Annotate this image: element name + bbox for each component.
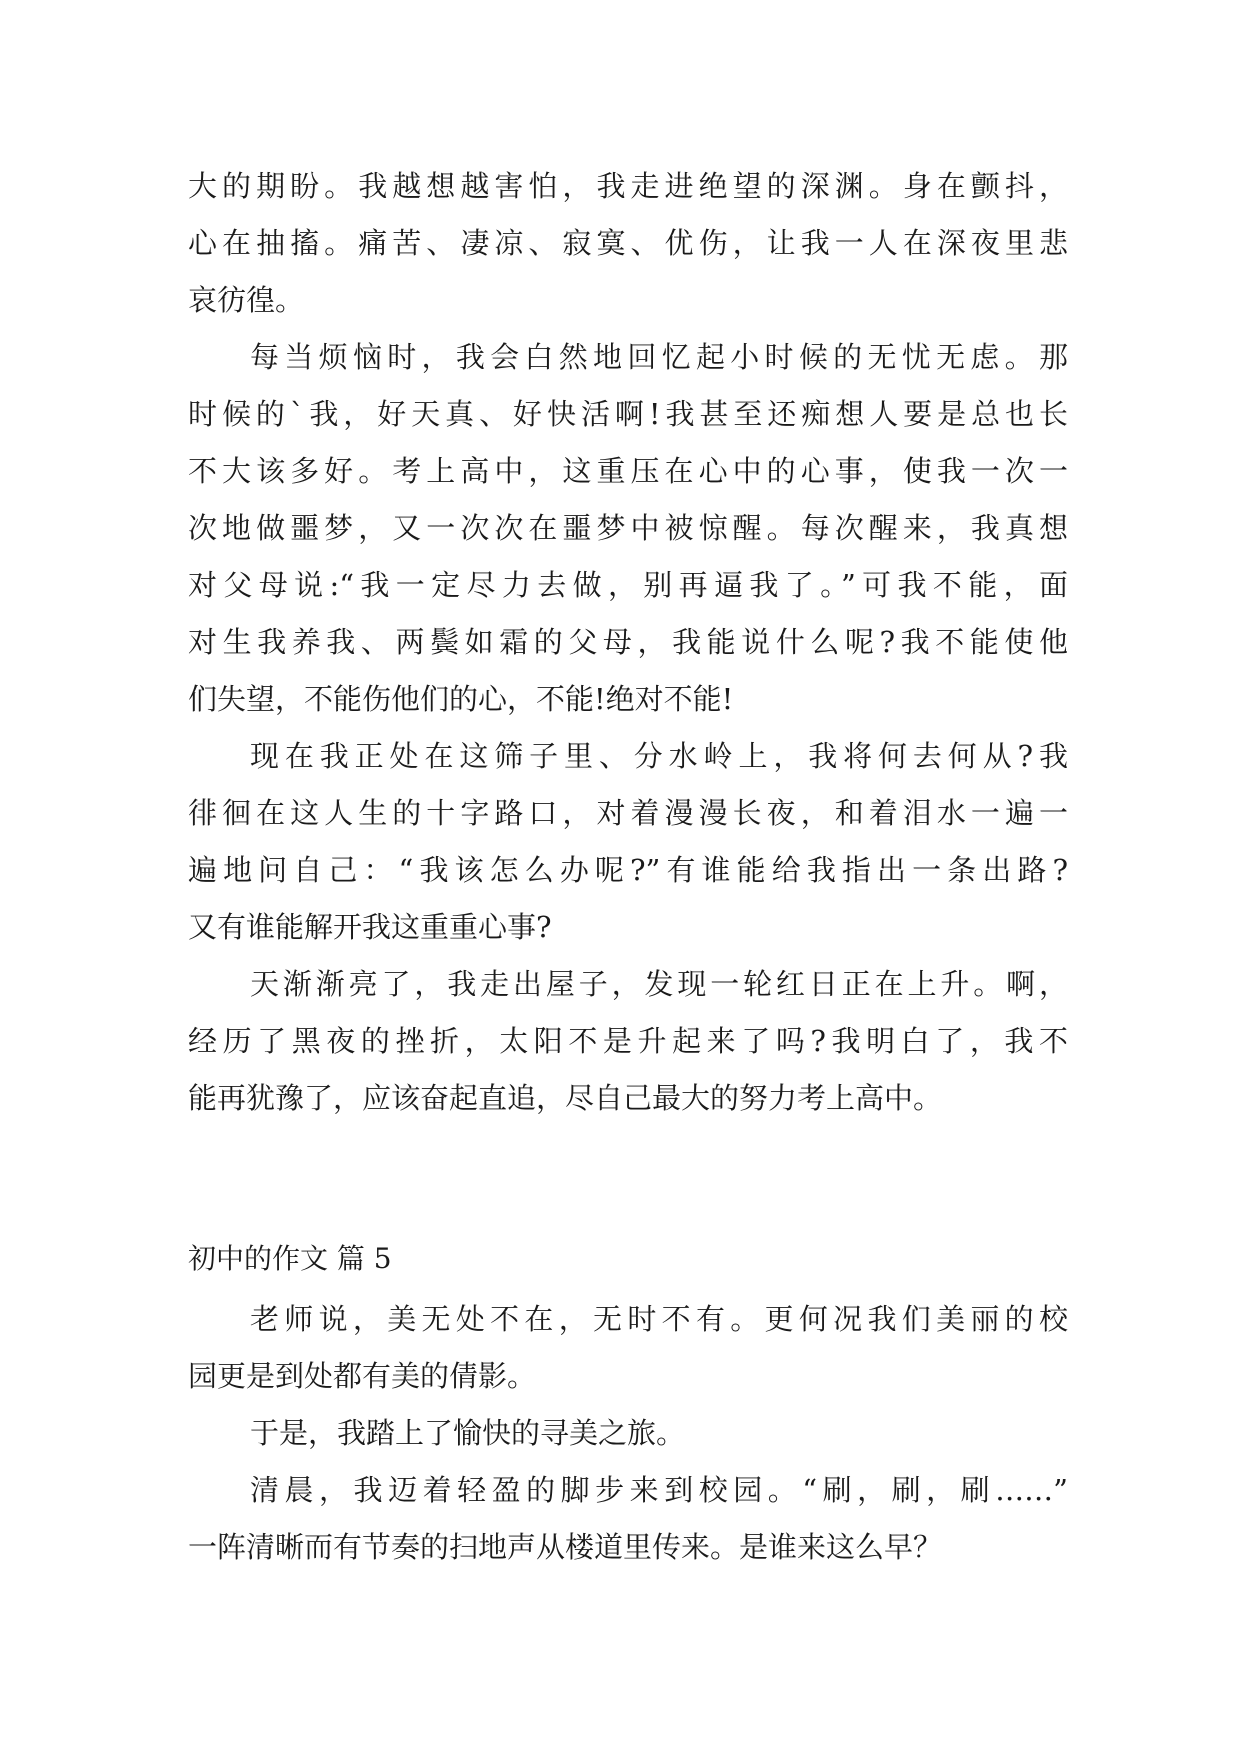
text-line: 遍地问自己：“我该怎么办呢?”有谁能给我指出一条出路? [188,853,1068,887]
text-line: 能再犹豫了，应该奋起直追，尽自己最大的努力考上高中。 [188,1081,943,1115]
text-line: 老师说，美无处不在，无时不有。更何况我们美丽的校 [250,1302,1068,1336]
text-line: 现在我正处在这筛子里、分水岭上，我将何去何从?我 [250,739,1068,773]
text-line: 时候的`我，好天真、好快活啊!我甚至还痴想人要是总也长 [188,397,1068,431]
text-line: 不大该多好。考上高中，这重压在心中的心事，使我一次一 [188,454,1068,488]
text-line: 一阵清晰而有节奏的扫地声从楼道里传来。是谁来这么早？ [188,1530,943,1564]
paragraph [188,158,1068,329]
text-line: 天渐渐亮了，我走出屋子，发现一轮红日正在上升。啊， [250,967,1068,1001]
text-line: 经历了黑夜的挫折，太阳不是升起来了吗?我明白了，我不 [188,1024,1068,1058]
paragraph [188,728,1068,956]
section-gap [188,1127,1068,1227]
paragraph [188,1291,1068,1405]
text-line: 心在抽搐。痛苦、凄凉、寂寞、优伤，让我一人在深夜里悲 [188,226,1068,260]
text-line: 们失望，不能伤他们的心，不能!绝对不能! [188,682,734,716]
paragraph [188,1405,1068,1462]
essay-body-part-1 [188,158,1068,1127]
text-line: 又有谁能解开我这重重心事? [188,910,552,944]
text-line: 清晨，我迈着轻盈的脚步来到校园。“刷，刷，刷……” [250,1473,1068,1507]
text-line: 对生我养我、两鬓如霜的父母，我能说什么呢?我不能使他 [188,625,1068,659]
text-line: 次地做噩梦，又一次次在噩梦中被惊醒。每次醒来，我真想 [188,511,1068,545]
paragraph [188,956,1068,1127]
essay-body-part-2 [188,1291,1068,1576]
section-heading: 初中的作文 篇 5 [188,1242,392,1275]
paragraph [188,329,1068,728]
text-line: 园更是到处都有美的倩影。 [188,1359,537,1393]
text-line: 于是，我踏上了愉快的寻美之旅。 [250,1416,686,1450]
text-line: 对父母说:“我一定尽力去做，别再逼我了。”可我不能，面 [188,568,1068,602]
paragraph [188,1462,1068,1576]
document-page [188,158,1068,1576]
text-line: 徘徊在这人生的十字路口，对着漫漫长夜，和着泪水一遍一 [188,796,1068,830]
text-line: 每当烦恼时，我会白然地回忆起小时候的无忧无虑。那 [250,340,1068,374]
text-line: 哀彷徨。 [188,283,305,317]
text-line: 大的期盼。我越想越害怕，我走进绝望的深渊。身在颤抖， [188,169,1068,203]
